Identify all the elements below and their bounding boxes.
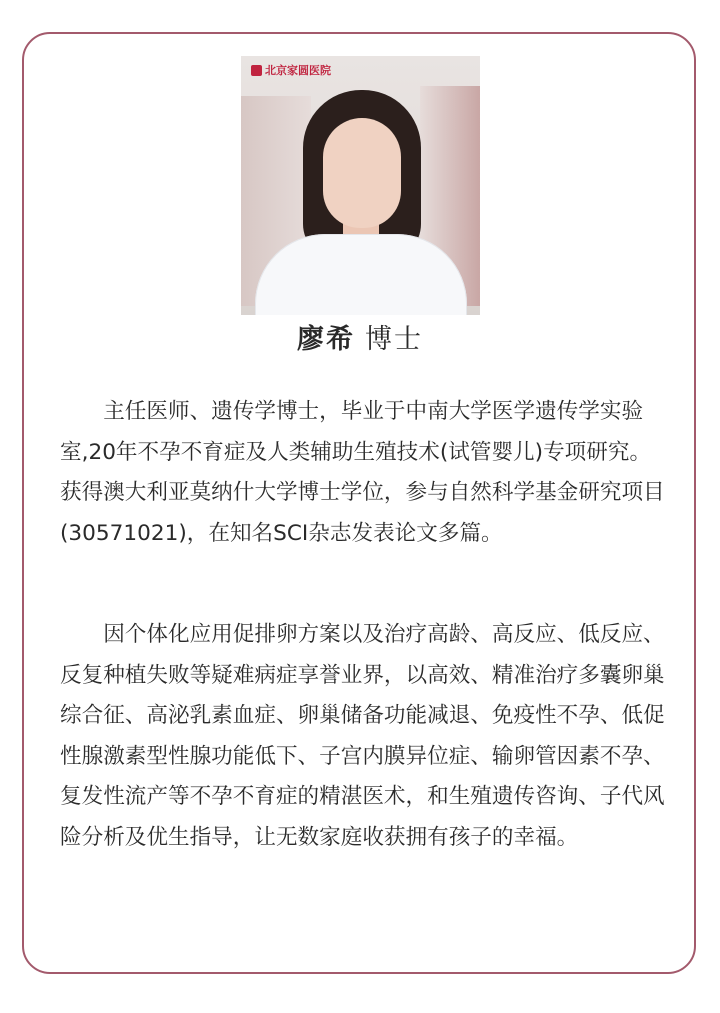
doctor-title: 博士 (365, 324, 423, 355)
bio-paragraph-2: 因个体化应用促排卵方案以及治疗高龄、高反应、低反应、反复种植失败等疑难病症享誉业界，以高效、精准治疗多囊卵巢综合征、高泌乳素血症、卵巢储备功能减退、免疫性不孕、低促性腺激素型性腺功能低下、子宫内膜异位症、输卵管因素不孕、复发性流产等不孕不育症的精湛医术，和生殖遗传咨询、子代风险分析及优生指导，让无数家庭收获拥有孩子的幸福。 (60, 622, 665, 850)
hospital-logo-text: 北京家圆医院 (265, 64, 331, 77)
doctor-photo (241, 56, 480, 315)
doctor-name: 廖希 (297, 324, 355, 355)
hospital-logo (251, 62, 331, 78)
doctor-name-line (0, 318, 720, 362)
hospital-logo-icon (251, 65, 262, 76)
photo-white-coat (255, 234, 467, 315)
photo-face (323, 118, 401, 228)
bio-paragraph-1: 主任医师、遗传学博士，毕业于中南大学医学遗传学实验室,20年不孕不育症及人类辅助生殖技术(试管婴儿)专项研究。获得澳大利亚莫纳什大学博士学位，参与自然科学基金研究项目(30571021)，在知名SCI杂志发表论文多篇。 (60, 399, 665, 546)
